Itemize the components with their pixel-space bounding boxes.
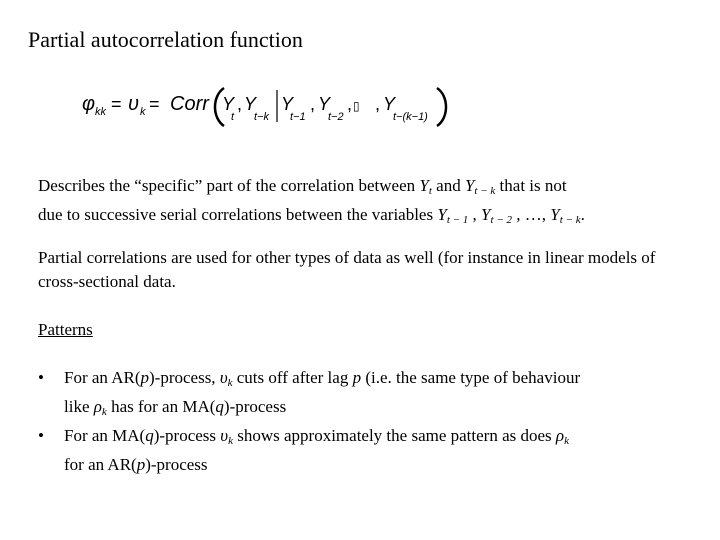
bullet-icon: •	[38, 426, 44, 445]
partial-correlation-paragraph: Partial correlations are used for other types of data as well (for instance in linear models of cross-sectional data.	[38, 248, 656, 291]
y-t1-sub: t−1	[290, 111, 306, 123]
description-paragraph: Describes the “specific” part of the correlation between $Y_t$ and $Y_{t - k}$ that is not due to successive serial correlations between the variables $Y_{t - 1}$ , $Y_{t - 2}$ , …, $Y_{t - k}$.	[38, 176, 585, 226]
pacf-formula	[82, 86, 452, 126]
upsilon-subscript: k	[140, 106, 146, 118]
formula-svg	[82, 86, 452, 126]
patterns-list	[38, 366, 698, 477]
patterns-heading: Patterns	[38, 320, 93, 339]
phi-subscript: kk	[95, 106, 106, 118]
y-t2-sub: t−2	[328, 111, 344, 123]
equals-1: =	[111, 94, 122, 114]
y-tk-sub: t−k	[254, 111, 269, 123]
slide-title: Partial autocorrelation function	[28, 27, 303, 52]
comma-4: ,	[375, 94, 381, 114]
placeholder-box: ▯	[353, 99, 360, 113]
right-paren	[437, 88, 446, 126]
comma-3: ,	[347, 94, 353, 114]
y-t-sub: t	[231, 111, 235, 123]
y-t: Y	[222, 94, 235, 114]
list-item: • For an MA(q)-process $\upsilon_k$ shows approximately the same pattern as does $\rho_k$ for an AR(p)-process	[38, 426, 569, 474]
y-tk1-sub: t−(k−1)	[393, 111, 428, 123]
bullet-icon: •	[38, 368, 44, 387]
upsilon-symbol: υ	[128, 93, 139, 115]
equals-2: =	[149, 94, 160, 114]
comma-1: ,	[237, 94, 243, 114]
y-t2: Y	[318, 94, 331, 114]
y-tk: Y	[244, 94, 257, 114]
y-t1: Y	[281, 94, 294, 114]
comma-2: ,	[310, 94, 316, 114]
y-tk1: Y	[383, 94, 396, 114]
list-item: • For an AR(p)-process, $\upsilon_k$ cuts off after lag p (i.e. the same type of behaviour like $\rho_k$ has for an MA(q)-process	[38, 368, 581, 418]
corr-label: Corr	[170, 93, 209, 115]
phi-symbol: φ	[82, 93, 96, 115]
